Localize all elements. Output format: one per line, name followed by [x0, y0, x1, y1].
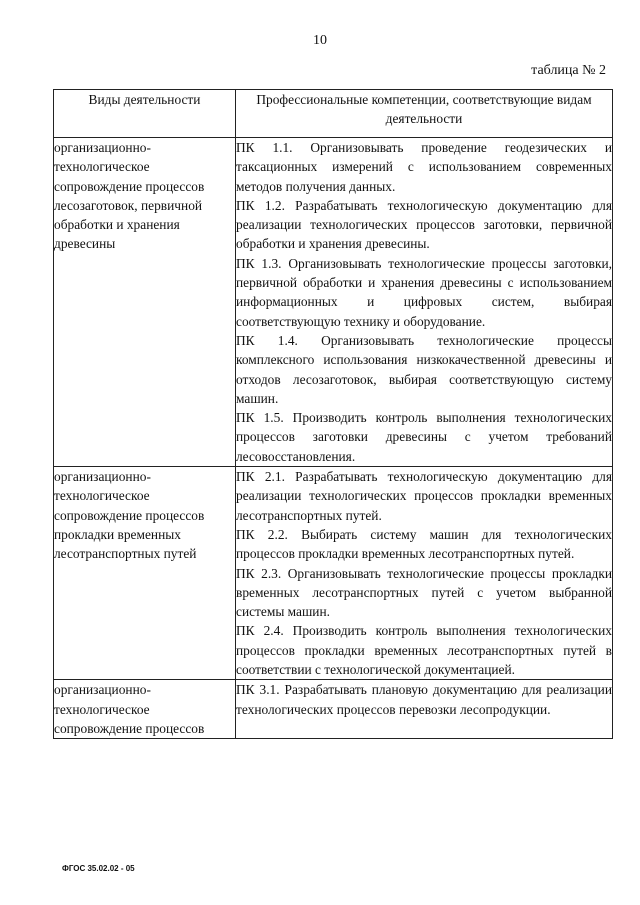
activity-cell: организационно-технологическое сопровождение процессов	[54, 680, 236, 739]
activity-cell: организационно-технологическое сопровождение процессов прокладки временных лесотранспортных путей	[54, 467, 236, 680]
competency-item: ПК 1.2. Разрабатывать технологическую документацию для реализации технологических процессов заготовки, первичной обработки и хранения древесины.	[236, 197, 612, 252]
competency-item: ПК 1.5. Производить контроль выполнения технологических процессов заготовки древесины с учетом требований лесовосстановления.	[236, 410, 612, 464]
table-row	[54, 138, 613, 467]
document-footer-code: ФГОС 35.02.02 - 05	[62, 864, 135, 873]
competencies-cell	[236, 680, 613, 739]
competencies-cell	[236, 138, 613, 467]
header-competencies: Профессиональные компетенции, соответствующие видам деятельности	[236, 90, 613, 138]
competency-item: ПК 2.3. Организовывать технологические процессы прокладки временных лесотранспортных путей с учетом выбранной системы машин.	[236, 565, 612, 620]
table-label: таблица № 2	[531, 63, 606, 78]
header-activities: Виды деятельности	[54, 90, 236, 138]
competencies-table	[53, 89, 613, 739]
competencies-cell	[236, 467, 613, 680]
competency-item: ПК 1.3. Организовывать технологические процессы заготовки, первичной обработки и хранения древесины с использованием информационных и цифровых систем, выбирая соответствующую технику и оборудование.	[236, 255, 612, 329]
competency-item: ПК 2.1. Разрабатывать технологическую документацию для реализации технологических процессов прокладки временных лесотранспортных путей.	[236, 469, 612, 523]
competency-item: ПК 1.1. Организовывать проведение геодезических и таксационных измерений с использованием современных методов получения данных.	[236, 140, 612, 194]
activity-cell: организационно-технологическое сопровождение процессов лесозаготовок, первичной обработки и хранения древесины	[54, 138, 236, 467]
competency-item: ПК 2.2. Выбирать систему машин для технологических процессов прокладки временных лесотранспортных путей.	[236, 526, 612, 562]
competency-item: ПК 3.1. Разрабатывать плановую документацию для реализации технологических процессов перевозки лесопродукции.	[236, 682, 612, 717]
page-number: 10	[313, 33, 327, 48]
table-header-row	[54, 90, 613, 138]
table-row	[54, 680, 613, 739]
competency-item: ПК 1.4. Организовывать технологические процессы комплексного использования низкокачественной древесины и отходов лесозаготовок, выбирая соответствующую систему машин.	[236, 332, 612, 406]
competency-item: ПК 2.4. Производить контроль выполнения технологических процессов прокладки временных лесотранспортных путей в соответствии с технологической документацией.	[236, 623, 612, 678]
table-row	[54, 467, 613, 680]
